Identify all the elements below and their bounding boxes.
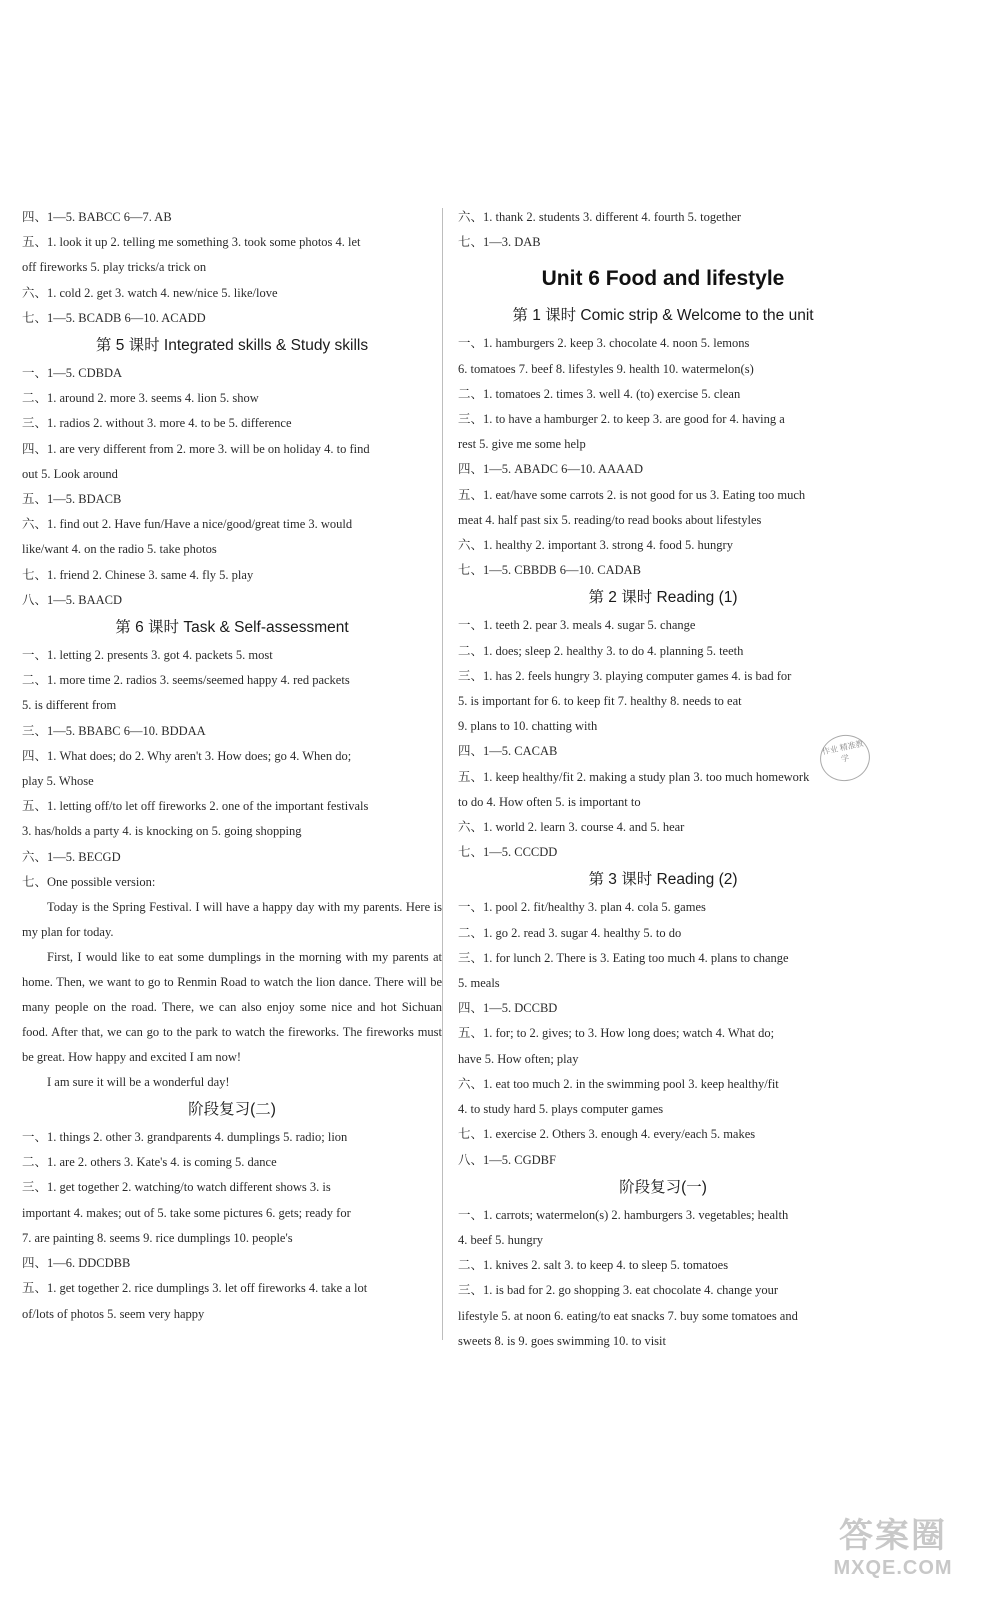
answer-line: 二、1. does; sleep 2. healthy 3. to do 4. planning 5. teeth bbox=[458, 643, 744, 658]
answer-line: 二、1. are 2. others 3. Kate's 4. is coming 5. dance bbox=[22, 1155, 277, 1170]
answer-line: important 4. makes; out of 5. take some pictures 6. gets; ready for bbox=[22, 1205, 351, 1220]
answer-line: to do 4. How often 5. is important to bbox=[458, 794, 641, 809]
answer-line: 一、1—5. CDBDA bbox=[22, 366, 123, 381]
answer-line: 四、1—5. CACAB bbox=[458, 744, 558, 759]
answer-line: out 5. Look around bbox=[22, 466, 118, 481]
answer-line: 八、1—5. CGDBF bbox=[458, 1152, 556, 1167]
answer-line: 三、1. for lunch 2. There is 3. Eating too much 4. plans to change bbox=[458, 950, 789, 965]
lesson3-title: 第 3 课时 Reading (2) bbox=[588, 871, 738, 889]
answer-line: 9. plans to 10. chatting with bbox=[458, 719, 598, 734]
lesson5-answers bbox=[22, 361, 442, 613]
answer-line: 7. are painting 8. seems 9. rice dumplings 10. people's bbox=[22, 1230, 293, 1245]
answer-line: 五、1. letting off/to let off fireworks 2. one of the important festivals bbox=[22, 799, 369, 814]
answer-line: 六、1. eat too much 2. in the swimming pool 3. keep healthy/fit bbox=[458, 1076, 779, 1091]
answer-line: 一、1. pool 2. fit/healthy 3. plan 4. cola 5. games bbox=[458, 900, 706, 915]
lesson6-answers bbox=[22, 643, 442, 895]
answer-line: 七、1—3. DAB bbox=[458, 235, 541, 250]
answer-line: 4. to study hard 5. plays computer games bbox=[458, 1102, 664, 1117]
answer-line: 一、1. things 2. other 3. grandparents 4. dumplings 5. radio; lion bbox=[22, 1130, 348, 1145]
answer-line: 三、1. is bad for 2. go shopping 3. eat chocolate 4. change your bbox=[458, 1283, 779, 1298]
answer-line: 八、1—5. BAACD bbox=[22, 592, 123, 607]
answer-line: 四、1—5. ABADC 6—10. AAAAD bbox=[458, 462, 644, 477]
answer-line: meat 4. half past six 5. reading/to read books about lifestyles bbox=[458, 512, 762, 527]
answer-line: 五、1. look it up 2. telling me something 3. took some photos 4. let bbox=[22, 235, 361, 250]
answer-line: 4. beef 5. hungry bbox=[458, 1232, 544, 1247]
answer-line: have 5. How often; play bbox=[458, 1051, 579, 1066]
answer-line: 一、1. hamburgers 2. keep 3. chocolate 4. noon 5. lemons bbox=[458, 336, 750, 351]
answer-line: 四、1—6. DDCDBB bbox=[22, 1256, 131, 1271]
homework-stamp: 作业 精准教学 bbox=[816, 730, 874, 785]
answer-line: 七、1—5. CBBDB 6—10. CADAB bbox=[458, 563, 642, 578]
answer-line: rest 5. give me some help bbox=[458, 437, 586, 452]
answer-line: 四、1—5. DCCBD bbox=[458, 1001, 558, 1016]
answer-line: 二、1. around 2. more 3. seems 4. lion 5. show bbox=[22, 391, 259, 406]
answer-line: 5. meals bbox=[458, 976, 500, 991]
unit-title: Unit 6 Food and lifestyle bbox=[541, 267, 785, 291]
answer-line: 三、1—5. BBABC 6—10. BDDAA bbox=[22, 723, 206, 738]
answer-line: sweets 8. is 9. goes swimming 10. to visit bbox=[458, 1333, 666, 1348]
answer-line: 六、1. world 2. learn 3. course 4. and 5. hear bbox=[458, 820, 685, 835]
column-divider bbox=[442, 208, 443, 1340]
answer-line: 5. is important for 6. to keep fit 7. healthy 8. needs to eat bbox=[458, 694, 742, 709]
answer-line: 二、1. more time 2. radios 3. seems/seemed happy 4. red packets bbox=[22, 673, 350, 688]
watermark-logo-text: 答案圈 bbox=[839, 1517, 947, 1555]
answer-line: 六、1. cold 2. get 3. watch 4. new/nice 5. like/love bbox=[22, 285, 278, 300]
answer-line: 六、1. find out 2. Have fun/Have a nice/good/great time 3. would bbox=[22, 517, 353, 532]
answer-line: 6. tomatoes 7. beef 8. lifestyles 9. health 10. watermelon(s) bbox=[458, 361, 754, 376]
answer-line: 5. is different from bbox=[22, 698, 117, 713]
lesson2-title: 第 2 课时 Reading (1) bbox=[588, 589, 738, 607]
lesson2-answers bbox=[458, 613, 868, 865]
watermark-url: MXQE.COM bbox=[833, 1557, 953, 1579]
answer-line: 五、1. keep healthy/fit 2. making a study plan 3. too much homework bbox=[458, 769, 810, 784]
answer-line: 七、1—5. BCADB 6—10. ACADD bbox=[22, 310, 206, 325]
essay-paragraph: I am sure it will be a wonderful day! bbox=[47, 1075, 230, 1090]
essay-paragraph: Today is the Spring Festival. I will have a happy day with my parents. Here is my plan for today. bbox=[22, 900, 442, 940]
answer-line: 七、1. friend 2. Chinese 3. same 4. fly 5. play bbox=[22, 567, 254, 582]
answer-line: 七、One possible version: bbox=[22, 874, 156, 889]
answer-line: 五、1. get together 2. rice dumplings 3. let off fireworks 4. take a lot bbox=[22, 1281, 368, 1296]
left-column bbox=[22, 205, 442, 1327]
answer-line: play 5. Whose bbox=[22, 774, 94, 789]
answer-line: 二、1. tomatoes 2. times 3. well 4. (to) exercise 5. clean bbox=[458, 386, 741, 401]
answer-line: 三、1. get together 2. watching/to watch different shows 3. is bbox=[22, 1180, 331, 1195]
answer-line: 六、1. thank 2. students 3. different 4. fourth 5. together bbox=[458, 210, 742, 224]
right-column bbox=[458, 205, 868, 1354]
answer-line: of/lots of photos 5. seem very happy bbox=[22, 1306, 205, 1321]
review2-answers bbox=[22, 1125, 442, 1327]
answer-line: 二、1. go 2. read 3. sugar 4. healthy 5. to do bbox=[458, 925, 682, 940]
answer-line: 六、1—5. BECGD bbox=[22, 849, 121, 864]
essay-paragraph: First, I would like to eat some dumplings in the morning with my parents at home. Then, we want to go to Renmin Road to watch the lion dance. There will be many people on the road. There, we can also enjoy some nice and hot Sichuan food. After that, we can go to the park to watch the fireworks. The fireworks must be great. How happy and excited I am now! bbox=[22, 950, 442, 1065]
answer-line: 六、1. healthy 2. important 3. strong 4. food 5. hungry bbox=[458, 538, 733, 553]
review1-answers bbox=[458, 1203, 868, 1354]
answer-line: 3. has/holds a party 4. is knocking on 5. going shopping bbox=[22, 824, 302, 839]
answer-line: 三、1. has 2. feels hungry 3. playing computer games 4. is bad for bbox=[458, 668, 792, 683]
lesson1-answers bbox=[458, 331, 868, 583]
review2-title: 阶段复习(二) bbox=[188, 1101, 276, 1119]
lesson3-answers bbox=[458, 895, 868, 1172]
answer-line: 四、1—5. BABCC 6—7. AB bbox=[22, 210, 172, 224]
answer-line: 一、1. carrots; watermelon(s) 2. hamburgers 3. vegetables; health bbox=[458, 1207, 789, 1222]
answer-line: 五、1. eat/have some carrots 2. is not good for us 3. Eating too much bbox=[458, 487, 806, 502]
answer-line: 七、1—5. CCCDD bbox=[458, 845, 558, 860]
site-watermark bbox=[808, 1516, 978, 1580]
answer-line: 一、1. letting 2. presents 3. got 4. packets 5. most bbox=[22, 648, 273, 663]
lesson1-title: 第 1 课时 Comic strip & Welcome to the unit bbox=[512, 307, 814, 325]
answer-line: 五、1—5. BDACB bbox=[22, 492, 122, 507]
answer-line: off fireworks 5. play tricks/a trick on bbox=[22, 260, 207, 275]
right-top-answers bbox=[458, 205, 868, 255]
answer-line: 三、1. to have a hamburger 2. to keep 3. are good for 4. having a bbox=[458, 412, 785, 427]
answer-line: 三、1. radios 2. without 3. more 4. to be 5. difference bbox=[22, 416, 292, 431]
left-top-answers bbox=[22, 205, 442, 331]
answer-line: 四、1. are very different from 2. more 3. will be on holiday 4. to find bbox=[22, 441, 370, 456]
lesson5-title: 第 5 课时 Integrated skills & Study skills bbox=[95, 337, 369, 355]
lesson6-title: 第 6 课时 Task & Self-assessment bbox=[115, 619, 349, 637]
answer-line: 七、1. exercise 2. Others 3. enough 4. every/each 5. makes bbox=[458, 1127, 756, 1142]
answer-line: lifestyle 5. at noon 6. eating/to eat snacks 7. buy some tomatoes and bbox=[458, 1308, 798, 1323]
answer-line: 四、1. What does; do 2. Why aren't 3. How does; go 4. When do; bbox=[22, 748, 352, 763]
answer-line: 二、1. knives 2. salt 3. to keep 4. to sleep 5. tomatoes bbox=[458, 1258, 729, 1273]
answer-line: 五、1. for; to 2. gives; to 3. How long does; watch 4. What do; bbox=[458, 1026, 775, 1041]
answer-line: 一、1. teeth 2. pear 3. meals 4. sugar 5. change bbox=[458, 618, 696, 633]
answer-line: like/want 4. on the radio 5. take photos bbox=[22, 542, 217, 557]
review1-title: 阶段复习(一) bbox=[619, 1178, 707, 1196]
